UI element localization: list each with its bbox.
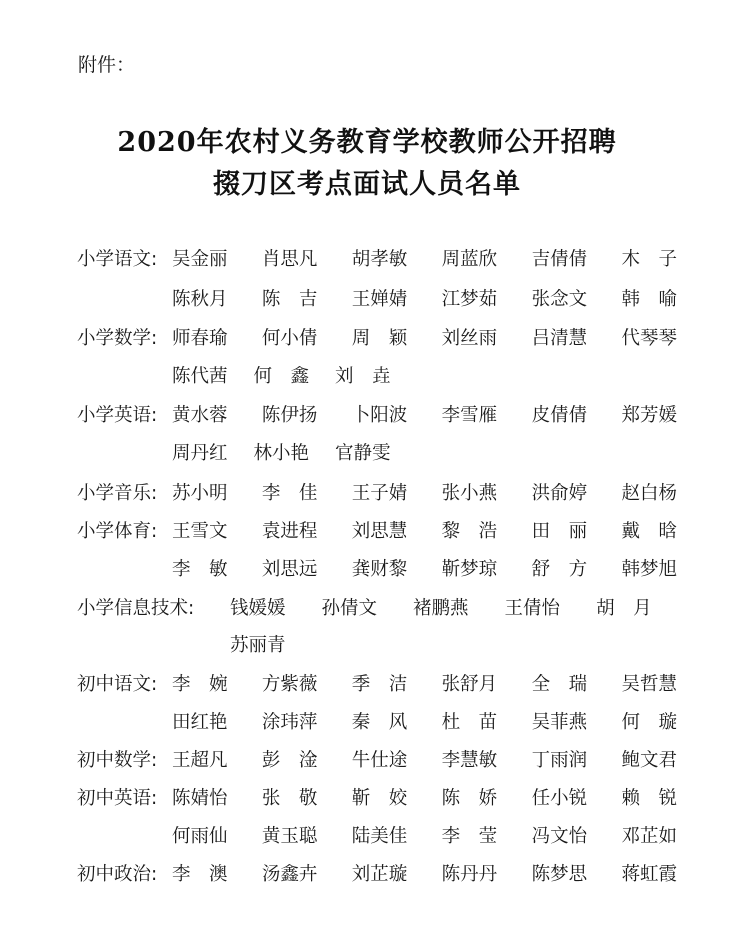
candidate-name: 胡 月	[596, 598, 652, 619]
candidate-name: 彭 淦	[261, 750, 318, 771]
candidate-name: 张 敬	[261, 788, 318, 809]
name-group	[172, 860, 677, 886]
roster-row	[77, 779, 677, 815]
name-group	[172, 439, 391, 465]
candidate-name: 张小燕	[441, 483, 498, 504]
candidate-name: 季 洁	[351, 674, 408, 695]
name-group	[172, 401, 677, 427]
roster-row	[77, 280, 677, 316]
roster-row	[77, 512, 677, 548]
roster-row	[77, 474, 677, 510]
roster-row	[77, 357, 677, 393]
candidate-name: 黄水蓉	[172, 405, 228, 426]
name-group	[172, 822, 677, 848]
candidate-name: 王雪文	[172, 521, 228, 542]
candidate-name: 卜阳波	[351, 405, 408, 426]
roster-row	[77, 434, 677, 470]
roster-row	[77, 589, 677, 625]
candidate-name: 何小倩	[261, 328, 318, 349]
candidate-name: 何 鑫	[253, 366, 310, 387]
candidate-name: 李 澳	[172, 864, 228, 885]
name-group	[172, 555, 677, 581]
candidate-name: 林小艳	[253, 443, 310, 464]
candidate-name: 苏丽青	[230, 635, 286, 656]
name-group	[172, 784, 677, 810]
roster-row	[77, 319, 677, 355]
name-group	[172, 708, 677, 734]
candidate-name: 龚财黎	[351, 559, 408, 580]
candidate-name: 方紫薇	[261, 674, 318, 695]
candidate-name: 牛仕途	[351, 750, 408, 771]
candidate-name: 吴金丽	[172, 249, 228, 270]
candidate-name: 张念文	[531, 289, 588, 310]
candidate-name: 刘丝雨	[441, 328, 498, 349]
candidate-name: 钱媛媛	[230, 598, 286, 619]
candidate-name: 吕清慧	[531, 328, 588, 349]
roster-row	[77, 817, 677, 853]
subject-label: 小学英语:	[77, 405, 158, 426]
candidate-name: 刘思慧	[351, 521, 408, 542]
candidate-name: 戴 晗	[621, 521, 677, 542]
candidate-name: 袁进程	[261, 521, 318, 542]
roster-row	[77, 741, 677, 777]
subject-label: 初中语文:	[77, 674, 158, 695]
roster-row	[77, 703, 677, 739]
candidate-name: 黎 浩	[441, 521, 498, 542]
candidate-name: 陈婧怡	[172, 788, 228, 809]
subject-label: 初中英语:	[77, 788, 158, 809]
name-group	[172, 324, 677, 350]
candidate-name: 邓芷如	[621, 826, 677, 847]
candidate-name: 李 敏	[172, 559, 228, 580]
candidate-name: 刘 垚	[335, 366, 391, 387]
name-group	[172, 245, 677, 271]
candidate-name: 赖 锐	[621, 788, 677, 809]
name-group	[172, 285, 677, 311]
name-group	[172, 479, 677, 505]
subject-label: 小学体育:	[77, 521, 158, 542]
candidate-name: 靳 姣	[351, 788, 408, 809]
candidate-name: 李雪雁	[441, 405, 498, 426]
subject-label: 小学数学:	[77, 328, 158, 349]
candidate-name: 褚鹏燕	[413, 598, 469, 619]
subject-label: 小学音乐:	[77, 483, 158, 504]
name-group	[172, 746, 677, 772]
candidate-name: 王倩怡	[504, 598, 561, 619]
candidate-name: 赵白杨	[621, 483, 677, 504]
roster-row	[77, 626, 677, 662]
candidate-name: 舒 方	[531, 559, 588, 580]
candidate-name: 周丹红	[172, 443, 228, 464]
candidate-name: 全 瑞	[531, 674, 588, 695]
candidate-name: 肖思凡	[261, 249, 318, 270]
candidate-name: 洪俞婷	[531, 483, 588, 504]
candidate-name: 秦 风	[351, 712, 408, 733]
candidate-name: 蒋虹霞	[621, 864, 677, 885]
candidate-name: 江梦茹	[441, 289, 498, 310]
candidate-name: 周蓝欣	[441, 249, 498, 270]
roster-row	[77, 855, 677, 891]
candidate-name: 周 颖	[351, 328, 408, 349]
candidate-name: 吴菲燕	[531, 712, 588, 733]
candidate-name: 李 婉	[172, 674, 228, 695]
candidate-name: 吉倩倩	[531, 249, 588, 270]
candidate-name: 张舒月	[441, 674, 498, 695]
subject-label: 初中数学:	[77, 750, 158, 771]
candidate-name: 师春瑜	[172, 328, 228, 349]
candidate-name: 汤鑫卉	[261, 864, 318, 885]
candidate-name: 陈丹丹	[441, 864, 498, 885]
candidate-name: 李 莹	[441, 826, 498, 847]
roster-row	[77, 550, 677, 586]
candidate-name: 皮倩倩	[531, 405, 588, 426]
candidate-name: 代琴琴	[621, 328, 677, 349]
candidate-name: 陈梦思	[531, 864, 588, 885]
candidate-name: 王子婧	[351, 483, 408, 504]
subject-label: 初中政治:	[77, 864, 158, 885]
candidate-name: 涂玮萍	[261, 712, 318, 733]
candidate-name: 黄玉聪	[261, 826, 318, 847]
roster-row	[77, 396, 677, 432]
candidate-name: 何雨仙	[172, 826, 228, 847]
candidate-name: 任小锐	[531, 788, 588, 809]
candidate-name: 田红艳	[172, 712, 228, 733]
candidate-name: 苏小明	[172, 483, 228, 504]
candidate-name: 刘思远	[261, 559, 318, 580]
candidate-name: 刘芷璇	[351, 864, 408, 885]
document-title-line-1: 2020年农村义务教育学校教师公开招聘	[117, 127, 617, 158]
candidate-name: 何 璇	[621, 712, 677, 733]
candidate-name: 靳梦琼	[441, 559, 498, 580]
subject-label: 小学语文:	[77, 249, 158, 270]
document-title-line-2: 掇刀区考点面试人员名单	[213, 169, 521, 200]
candidate-name: 韩 喻	[621, 289, 677, 310]
candidate-name: 冯文怡	[531, 826, 588, 847]
attachment-label: 附件：	[78, 54, 136, 76]
candidate-name: 陈伊扬	[261, 405, 318, 426]
candidate-name: 孙倩文	[321, 598, 378, 619]
name-group	[172, 362, 391, 388]
candidate-name: 官静雯	[335, 443, 391, 464]
candidate-name: 丁雨润	[531, 750, 588, 771]
candidate-name: 李慧敏	[441, 750, 498, 771]
subject-label: 小学信息技术:	[77, 598, 195, 619]
candidate-name: 杜 苗	[441, 712, 498, 733]
name-group	[230, 594, 652, 620]
candidate-name: 木 子	[621, 249, 677, 270]
candidate-name: 田 丽	[531, 521, 588, 542]
candidate-name: 王婵婧	[351, 289, 408, 310]
candidate-name: 陈秋月	[172, 289, 228, 310]
candidate-name: 胡孝敏	[351, 249, 408, 270]
candidate-name: 吴哲慧	[621, 674, 677, 695]
candidate-name: 鲍文君	[621, 750, 677, 771]
roster-row	[77, 665, 677, 701]
candidate-name: 陆美佳	[351, 826, 408, 847]
name-group	[172, 517, 677, 543]
candidate-name: 陈 娇	[441, 788, 498, 809]
roster-row	[77, 240, 677, 276]
candidate-name: 李 佳	[261, 483, 318, 504]
name-group	[230, 631, 286, 657]
candidate-name: 陈代茜	[172, 366, 228, 387]
name-group	[172, 670, 677, 696]
candidate-name: 陈 吉	[261, 289, 318, 310]
candidate-name: 郑芳媛	[621, 405, 677, 426]
candidate-name: 王超凡	[172, 750, 228, 771]
candidate-name: 韩梦旭	[621, 559, 677, 580]
